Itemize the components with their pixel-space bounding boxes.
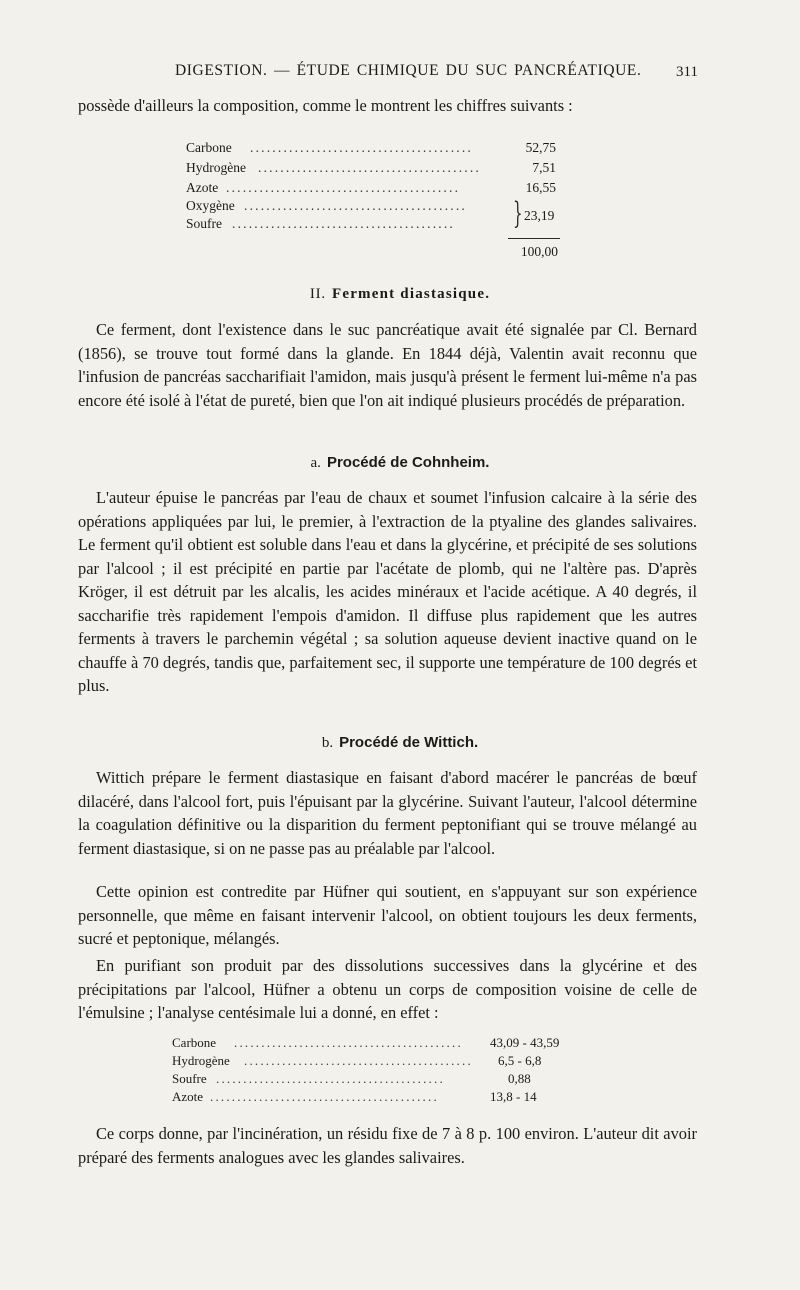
running-head <box>0 62 800 84</box>
table-value: 7,51 <box>532 160 556 175</box>
table-label: Hydrogène <box>186 160 246 175</box>
table-row <box>172 1070 592 1088</box>
table-row <box>186 178 586 198</box>
running-title: DIGESTION. — ÉTUDE CHIMIQUE DU SUC PANCRÉATIQUE. <box>175 62 642 79</box>
paragraph: Cette opinion est contredite par Hüfner qui soutient, en s'appuyant sur son expérience personnelle, que même en faisant intervenir l'alcool, on obtient toujours les deux ferments, sucré et peptonique, mélangés. <box>78 882 697 948</box>
leader-dots: ........................................ <box>250 140 473 155</box>
table-row <box>172 1088 592 1106</box>
brace-value: 23,19 <box>524 208 555 223</box>
table-label: Azote <box>172 1089 204 1104</box>
table-row <box>186 158 586 178</box>
sum-rule <box>508 238 560 239</box>
table-label: Soufre <box>172 1071 207 1086</box>
table-label: Carbone <box>172 1035 217 1050</box>
leader-dots: .......................................... <box>210 1089 439 1104</box>
table-value: 16,55 <box>525 180 556 195</box>
table-row <box>172 1034 592 1052</box>
paragraph: Ce ferment, dont l'existence dans le suc pancréatique avait été signalée par Cl. Bernard (1856), se trouve tout formé dans la glande. En 1844 déjà, Valentin avait reconnu que l'infusion de pancréas saccharifiait l'amidon, mais jusqu'à présent le ferment lui-même n'a pas encore été isolé à l'état de pureté, bien que l'on ait indiqué plusieurs procédés de préparation. <box>78 320 697 410</box>
subsection-heading-b <box>0 734 800 752</box>
table-label: Carbone <box>186 140 232 155</box>
table-total: 100,00 <box>520 244 558 259</box>
table-value: 0,88 <box>508 1071 531 1086</box>
subsection-title: Procédé de Cohnheim. <box>326 454 490 471</box>
leader-dots: ........................................ <box>244 198 467 213</box>
table-row <box>186 138 586 158</box>
brace-icon: } <box>513 196 523 231</box>
leader-dots: ........................................ <box>258 160 481 175</box>
table-value: 43,09 - 43,59 <box>490 1035 560 1050</box>
table-label: Oxygène <box>186 198 235 213</box>
paragraph: Wittich prépare le ferment diastasique en faisant d'abord macérer le pancréas de bœuf dilacéré, dans l'alcool fort, puis l'épuisant par la glycérine. Suivant l'auteur, l'alcool détermine la coagulation définitive ou la disparition du ferment peptonifiant qui se trouve mélangé au ferment diastasique, si on ne passe pas au préalable par l'alcool. <box>78 768 697 858</box>
table-label: Soufre <box>186 216 222 231</box>
table-label: Azote <box>186 180 219 195</box>
composition-table-1 <box>186 138 586 259</box>
table-value: 52,75 <box>525 140 556 155</box>
page-number: 311 <box>676 64 698 80</box>
table-label: Hydrogène <box>172 1053 230 1068</box>
leader-dots: .......................................... <box>226 180 461 195</box>
composition-table-2 <box>172 1034 592 1106</box>
leader-dots: .......................................... <box>216 1071 445 1086</box>
table-value: 6,5 - 6,8 <box>498 1053 542 1068</box>
paragraph: L'auteur épuise le pancréas par l'eau de chaux et soumet l'infusion calcaire à la série des opérations appliquées par lui, le premier, à l'extraction de la ptyaline des glandes salivaires. Le ferment qu'il obtient est soluble dans l'eau et dans la glycérine, et précipité de ses solutions par l'alcool ; il est précipité en partie par l'acétate de plomb, qui ne l'altère pas. D'après Kröger, il est détruit par les alcalis, les acides minéraux et l'acide acétique. A 40 degrés, il saccharifie très rapidement l'empois d'amidon. Il diffuse plus rapidement que les autres ferments à travers le parchemin végétal ; sa solution aqueuse devient inactive quand on le chauffe à 70 degrés, tandis que, parfaitement sec, il supporte une température de 100 degrés et plus. <box>78 488 697 695</box>
paragraph: Ce corps donne, par l'incinération, un résidu fixe de 7 à 8 p. 100 environ. L'auteur dit avoir préparé des ferments analogues avec les glandes salivaires. <box>78 1124 697 1167</box>
subsection-letter: a. <box>310 455 321 471</box>
leader-dots: ........................................ <box>232 216 455 231</box>
section-title: Ferment diastasique. <box>331 286 491 302</box>
subsection-title: Procédé de Wittich. <box>339 734 479 751</box>
intro-line: possède d'ailleurs la composition, comme le montrent les chiffres suivants : <box>78 96 573 115</box>
table-value: 13,8 - 14 <box>490 1089 537 1104</box>
subsection-letter: b. <box>321 735 334 751</box>
leader-dots: .......................................... <box>244 1053 473 1068</box>
subsection-heading-a <box>0 454 800 472</box>
section-heading-ii <box>0 286 800 303</box>
section-number: II. <box>309 286 326 302</box>
leader-dots: .......................................... <box>234 1035 463 1050</box>
table-row <box>172 1052 592 1070</box>
paragraph: En purifiant son produit par des dissolutions successives dans la glycérine et des précipitations par l'alcool, Hüfner a obtenu un corps de composition voisine de celle de l'émulsine ; l'analyse centésimale lui a donné, en effet : <box>78 956 697 1022</box>
